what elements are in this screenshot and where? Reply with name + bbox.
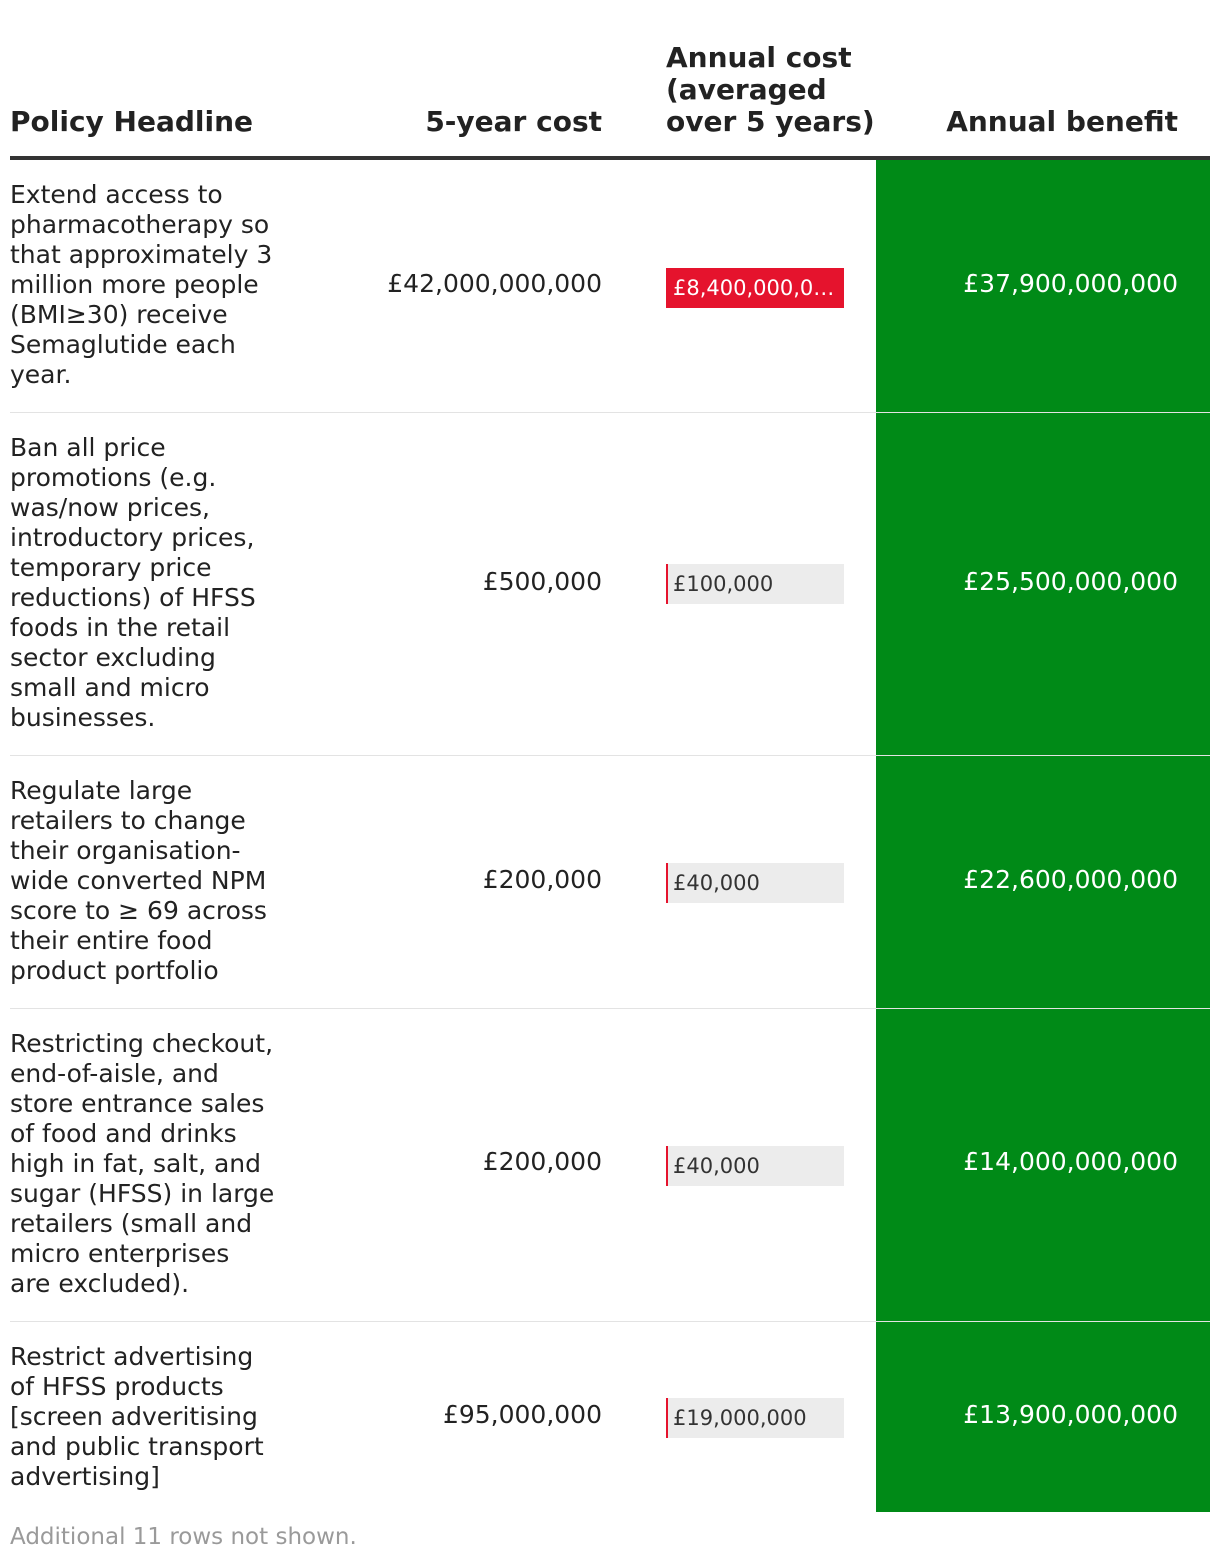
footnote: Additional 11 rows not shown. [10, 1524, 357, 1550]
policy-cell: Extend access to pharmacotherapy so that approximately 3 million more people (BMI≥30) receive Semaglutide each year. [10, 180, 273, 389]
table-row [10, 1322, 1210, 1512]
policy-cell: Ban all price promotions (e.g. was/now prices, introductory prices, temporary price reductions) of HFSS foods in the retail sector excluding small and micro businesses. [10, 433, 256, 732]
annual-benefit-cell: £37,900,000,000 [963, 269, 1178, 298]
annual-cost-label: £8,400,000,0… [673, 276, 835, 300]
annual-cost-bar [666, 1398, 668, 1438]
annual-cost-bar [666, 564, 668, 604]
annual-cost-bar [666, 863, 668, 903]
data-table [10, 0, 1210, 1512]
table-header [10, 0, 1210, 160]
annual-cost-bar-track [666, 268, 844, 308]
annual-benefit-cell: £22,600,000,000 [963, 865, 1178, 894]
annual-benefit-cell: £25,500,000,000 [963, 567, 1178, 596]
annual-cost-bar [666, 1146, 668, 1186]
table-row [10, 1009, 1210, 1322]
annual-cost-bar-track [666, 1398, 844, 1438]
table-row [10, 413, 1210, 756]
annual-cost-bar-track [666, 1146, 844, 1186]
policy-cell: Regulate large retailers to change their organisation-wide converted NPM score to ≥ 69 across their entire food product portfolio [10, 776, 267, 985]
table-row [10, 756, 1210, 1009]
annual-cost-label: £19,000,000 [673, 1406, 807, 1430]
annual-cost-label: £40,000 [673, 1154, 760, 1178]
five-year-cost-cell: £42,000,000,000 [387, 269, 602, 298]
annual-cost-label: £100,000 [673, 572, 774, 596]
annual-benefit-cell: £14,000,000,000 [963, 1147, 1178, 1176]
annual-benefit-cell: £13,900,000,000 [963, 1400, 1178, 1429]
header-annual-benefit[interactable]: Annual benefit [946, 105, 1178, 138]
header-policy-headline[interactable]: Policy Headline [10, 105, 254, 138]
five-year-cost-cell: £500,000 [482, 567, 602, 596]
policy-cell: Restrict advertising of HFSS products [screen adveritising and public transport advertising] [10, 1342, 264, 1491]
five-year-cost-cell: £200,000 [482, 1147, 602, 1176]
annual-cost-label: £40,000 [673, 871, 760, 895]
table-row [10, 160, 1210, 413]
policy-cell: Restricting checkout, end-of-aisle, and store entrance sales of food and drinks high in fat, salt, and sugar (HFSS) in large retailers (small and micro enterprises are excluded). [10, 1029, 275, 1298]
header-five-year-cost[interactable]: 5-year cost [425, 105, 602, 138]
five-year-cost-cell: £95,000,000 [442, 1400, 602, 1429]
header-annual-cost[interactable]: Annual cost (averaged over 5 years) [666, 41, 875, 138]
annual-cost-bar-track [666, 863, 844, 903]
five-year-cost-cell: £200,000 [482, 865, 602, 894]
annual-cost-bar-track [666, 564, 844, 604]
